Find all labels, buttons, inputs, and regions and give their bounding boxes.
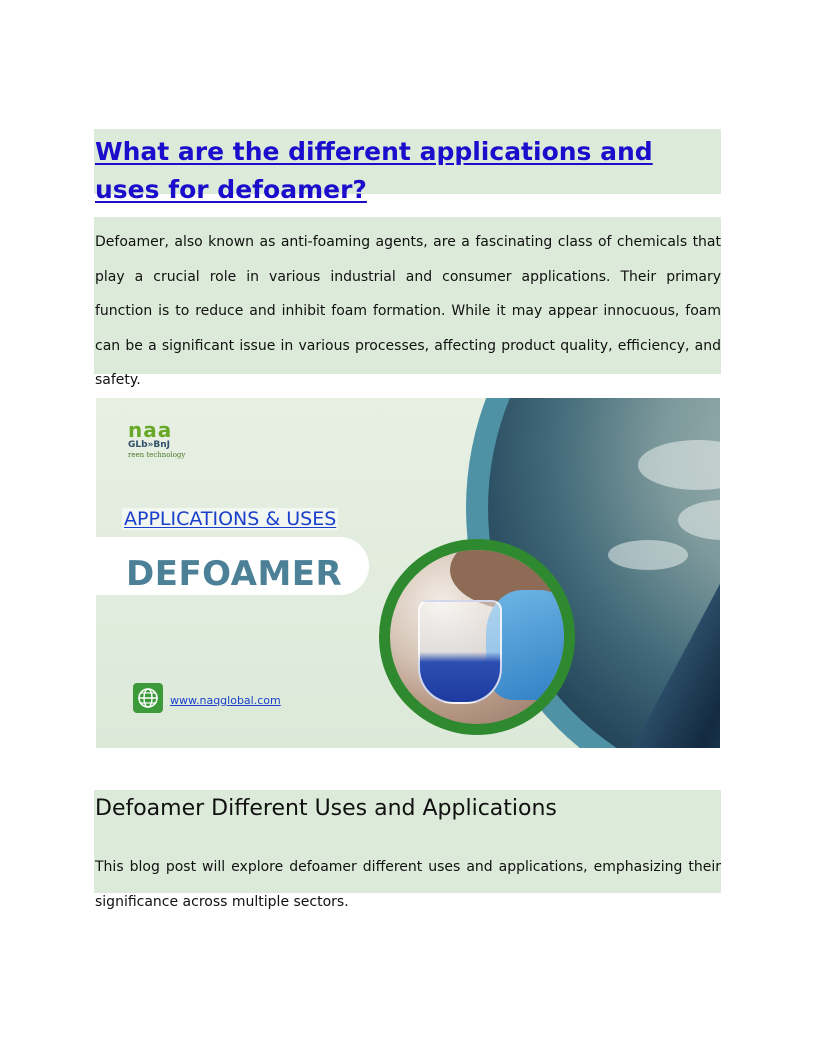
foam-patch: [678, 500, 720, 540]
defoamer-banner-image: [96, 398, 720, 748]
foam-patch: [608, 540, 688, 570]
intro-paragraph: Defoamer, also known as anti-foaming agents, are a fascinating class of chemicals that play a crucial role in various industrial and consumer applications. Their primary function is to reduce and inhibit foam formation. While it may appear innocuous, foam can be a significant issue in various processes, affecting product quality, efficiency, and safety.: [95, 234, 721, 388]
logo-tagline: reen technology: [128, 451, 186, 459]
foam-patch: [638, 440, 720, 490]
globe-icon: [133, 683, 163, 713]
logo-subtext: GLb»BnJ: [128, 440, 170, 450]
product-name: DEFOAMER: [126, 554, 343, 594]
article-title-link[interactable]: What are the different applications and uses for defoamer?: [95, 137, 653, 204]
section-heading: Defoamer Different Uses and Applications: [95, 796, 557, 821]
applications-label[interactable]: APPLICATIONS & USES: [124, 508, 337, 530]
logo-wordmark: naa: [128, 418, 173, 442]
section-paragraph: This blog post will explore defoamer different uses and applications, emphasizing their significance across multiple sectors.: [95, 859, 721, 910]
company-logo: [128, 420, 190, 466]
beaker: [418, 600, 502, 704]
lab-photo: [390, 550, 564, 724]
website-link[interactable]: www.naqglobal.com: [170, 694, 281, 707]
